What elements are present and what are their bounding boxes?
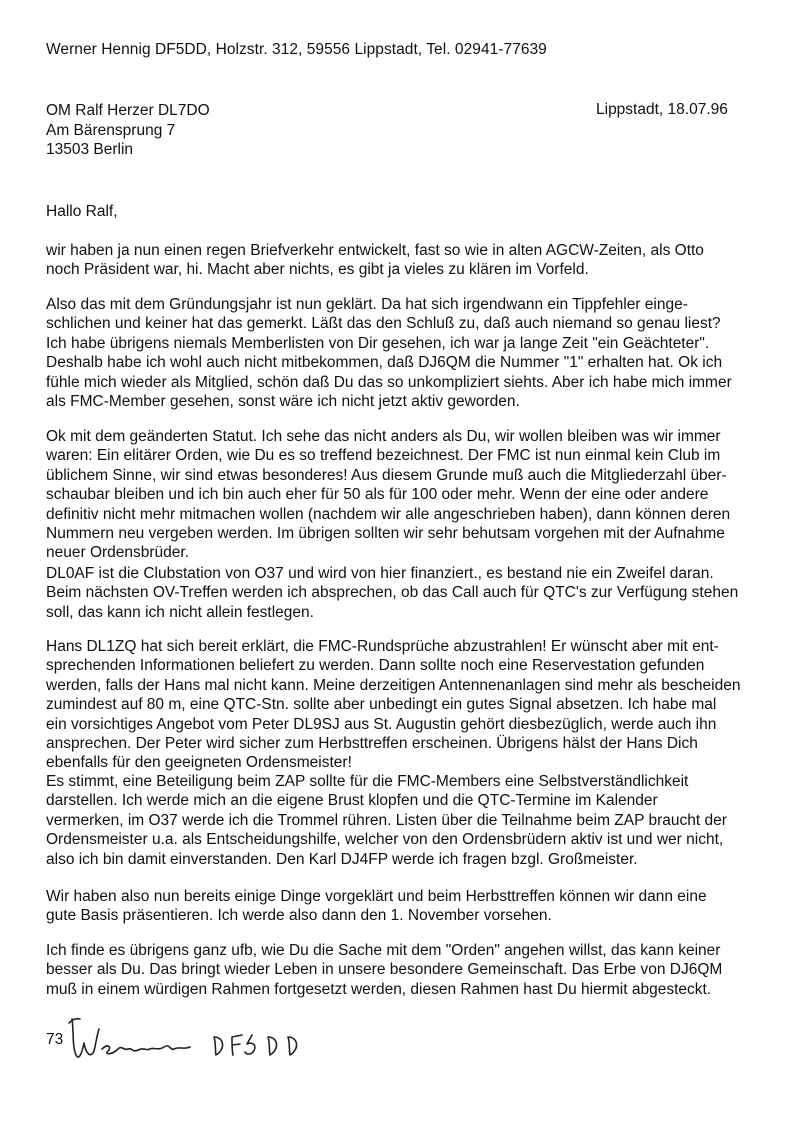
text-line: waren: Ein elitärer Orden, wie Du es so treffend bezeichnest. Der FMC ist nun einmal kein Club im xyxy=(46,447,721,465)
text-line: ein vorsichtiges Angebot vom Peter DL9SJ aus St. Augustin gehört diesbezüglich, werde auch ihn xyxy=(46,715,717,733)
text-line: sprechenden Informationen beliefert zu werden. Dann sollte noch eine Reservestation gefunden xyxy=(46,657,705,675)
text-line: soll, das kann ich nicht allein festlegen. xyxy=(46,603,314,621)
paragraph-4 xyxy=(46,564,766,622)
paragraph-1 xyxy=(46,241,766,280)
closing-greeting: 73 xyxy=(46,1031,64,1048)
text-line: DL0AF ist die Clubstation von O37 und wird von hier finanziert., es bestand nie ein Zweifel daran. xyxy=(46,565,714,582)
paragraph-7 xyxy=(46,887,766,926)
text-line: Wir haben also nun bereits einige Dinge vorgeklärt und beim Herbsttreffen können wir dann eine xyxy=(46,888,707,905)
text-line: Hans DL1ZQ hat sich bereit erklärt, die FMC-Rundsprüche abzustrahlen! Er wünscht aber mit ent- xyxy=(46,638,719,655)
text-line: neuer Ordensbrüder. xyxy=(46,544,190,562)
text-line: Ich habe übrigens niemals Memberlisten von Dir gesehen, ich war ja lange Zeit "ein Geächteter". xyxy=(46,334,710,352)
text-line: fühle mich wieder als Mitglied, schön daß Du das so unkompliziert siehts. Aber ich habe mich immer xyxy=(46,373,732,391)
recipient-city: 13503 Berlin xyxy=(46,141,134,158)
text-line: Beim nächsten OV-Treffen werden ich absprechen, ob das Call auch für QTC's zur Verfügung stehen xyxy=(46,584,739,602)
paragraph-6 xyxy=(46,772,766,869)
text-line: zumindest auf 80 m, eine QTC-Stn. sollte aber unbedingt ein gutes Signal absetzen. Ich habe mal xyxy=(46,696,717,714)
text-line: also ich bin damit einverstanden. Den Karl DJ4FP werde ich fragen bzgl. Großmeister. xyxy=(46,850,638,868)
text-line: Nummern neu vergeben werden. Im übrigen sollten wir sehr behutsam vorgehen mit der Aufnahme xyxy=(46,525,725,543)
text-line: ansprechen. Der Peter wird sicher zum Herbsttreffen erscheinen. Übrigens hälst der Hans Dich xyxy=(46,735,698,753)
text-line: werden, falls der Hans mal nicht kann. Meine derzeitigen Antennenanlagen sind mehr als bescheiden xyxy=(46,676,741,694)
paragraph-8 xyxy=(46,941,766,999)
recipient-name: OM Ralf Herzer DL7DO xyxy=(46,102,210,119)
recipient-address xyxy=(46,101,210,160)
text-line: noch Präsident war, hi. Macht aber nichts, es gibt ja vieles zu klären im Vorfeld. xyxy=(46,261,589,279)
text-line: Es stimmt, eine Beteiligung beim ZAP sollte für die FMC-Members eine Selbstverständlichkeit xyxy=(46,773,689,790)
letterhead: Werner Hennig DF5DD, Holzstr. 312, 59556 Lippstadt, Tel. 02941-77639 xyxy=(46,41,547,58)
text-line: wir haben ja nun einen regen Briefverkehr entwickelt, fast so wie in alten AGCW-Zeiten, als Otto xyxy=(46,242,704,259)
text-line: schaubar bleiben und ich bin auch eher für 50 als für 100 oder mehr. Wenn der eine oder andere xyxy=(46,486,709,504)
text-line: als FMC-Member gesehen, sonst wäre ich nicht jetzt aktiv geworden. xyxy=(46,393,520,411)
salutation: Hallo Ralf, xyxy=(46,203,118,220)
text-line: Deshalb habe ich wohl auch nicht mitbekommen, daß DJ6QM die Nummer "1" erhalten hat. Ok ich xyxy=(46,354,723,372)
recipient-street: Am Bärensprung 7 xyxy=(46,121,176,139)
text-line: darstellen. Ich werde mich an die eigene Brust klopfen und die QTC-Termine im Kalender xyxy=(46,792,658,810)
text-line: schlichen und keiner hat das gemerkt. Läßt das den Schluß zu, daß auch niemand so genau liest? xyxy=(46,315,721,333)
text-line: gute Basis präsentieren. Ich werde also dann den 1. November vorsehen. xyxy=(46,907,552,925)
text-line: ebenfalls für den geeigneten Ordensmeister! xyxy=(46,754,352,772)
text-line: besser als Du. Das bringt wieder Leben in unsere besondere Gemeinschaft. Das Erbe von DJ6QM xyxy=(46,961,723,979)
handwritten-signature xyxy=(66,1013,316,1068)
text-line: Ich finde es übrigens ganz ufb, wie Du die Sache mit dem "Orden" angehen willst, das kann keiner xyxy=(46,942,721,959)
text-line: üblichem Sinne, wir sind etwas besonderes! Aus diesem Grunde muß auch die Mitgliederzahl über- xyxy=(46,466,727,484)
text-line: Ok mit dem geänderten Statut. Ich sehe das nicht anders als Du, wir wollen bleiben was wir immer xyxy=(46,428,721,445)
text-line: muß in einem würdigen Rahmen fortgesetzt werden, diesen Rahmen hast Du hiermit abgesteckt. xyxy=(46,980,712,998)
place-and-date: Lippstadt, 18.07.96 xyxy=(596,101,728,118)
paragraph-2 xyxy=(46,295,766,411)
text-line: Also das mit dem Gründungsjahr ist nun geklärt. Da hat sich irgendwann ein Tippfehler einge- xyxy=(46,296,688,313)
paragraph-5 xyxy=(46,637,766,773)
paragraph-3 xyxy=(46,427,766,563)
text-line: vermerken, im O37 werde ich die Trommel rühren. Listen über die Teilnahme beim ZAP braucht der xyxy=(46,811,727,829)
text-line: Ordensmeister u.a. als Entscheidungshilfe, welcher von den Ordensbrüdern aktiv ist und wer nicht, xyxy=(46,831,724,849)
text-line: definitiv nicht mehr mitmachen wollen (nachdem wir alle angeschrieben haben), dann können deren xyxy=(46,505,731,523)
